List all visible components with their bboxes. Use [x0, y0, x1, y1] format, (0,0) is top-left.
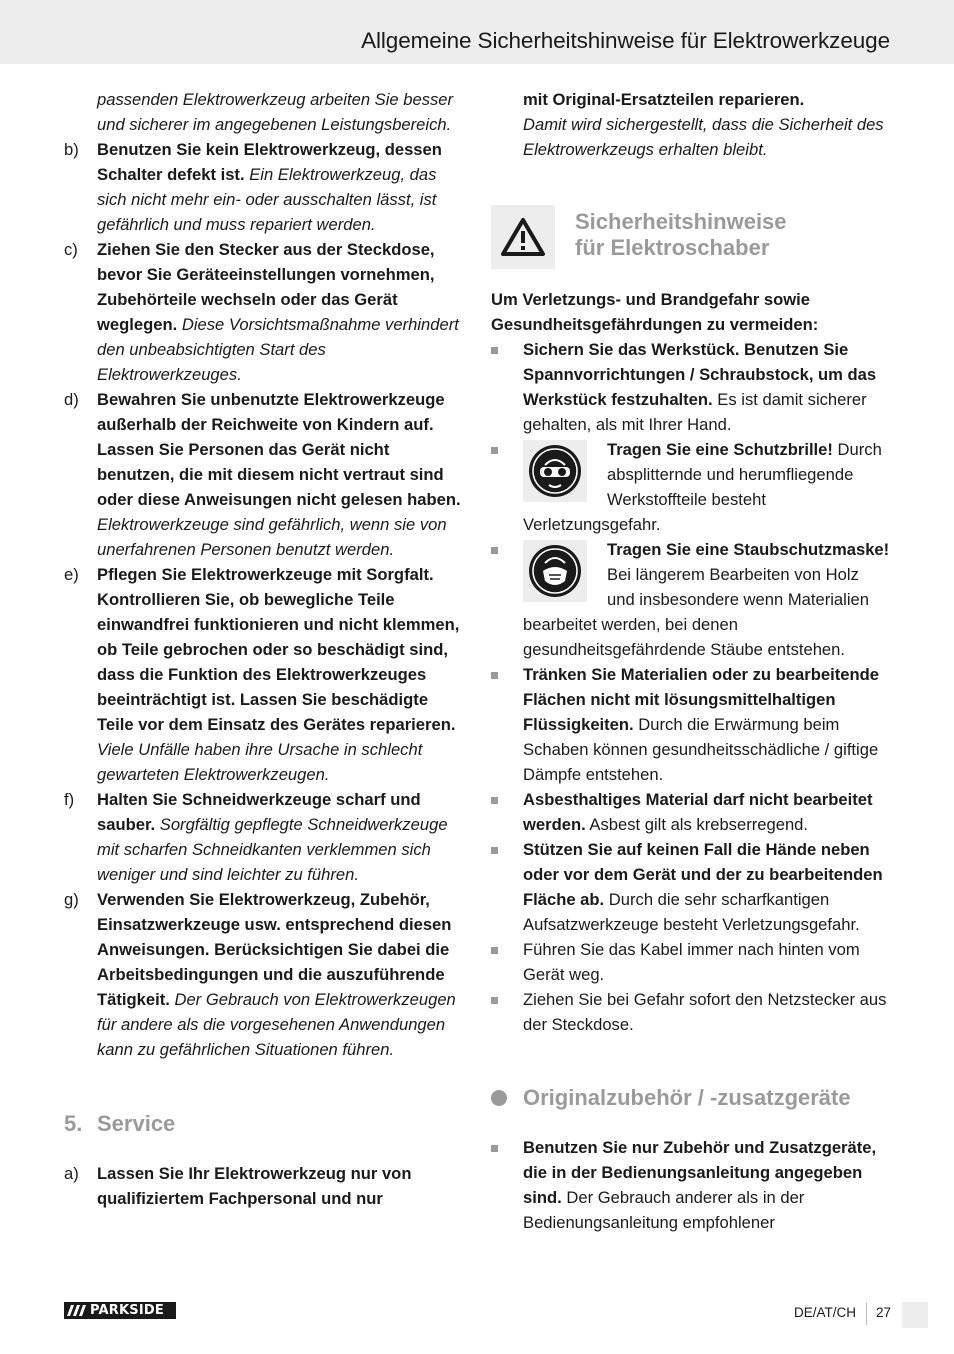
bullet-item-1 [491, 337, 891, 437]
bullet-item-8 [491, 987, 891, 1037]
bullet-marker [491, 537, 523, 662]
parkside-logo [64, 1302, 176, 1319]
list-item-f [64, 787, 466, 887]
bullet-bold-text: Stützen Sie auf keinen Fall die Hände neben oder vor dem Gerät und der zu bearbeitenden Fläche ab. [523, 840, 883, 909]
bullet-bold-text: Tragen Sie eine Schutzbrille! [607, 440, 833, 459]
bullet-marker [491, 987, 523, 1037]
service-section-title [64, 1111, 466, 1137]
bullet-text [523, 337, 891, 437]
bullet-marker [491, 337, 523, 437]
bullet-text [523, 662, 891, 787]
bullet-text [523, 1135, 891, 1235]
item-bold-text: Verwenden Sie Elektrowerkzeug, Zubehör, Einsatzwerkzeuge usw. entsprechend diesen Anweisungen. Berücksichtigen Sie dabei die Arbeitsbedingungen und die auszuführende Tätigkeit. [97, 890, 452, 1009]
item-text [97, 137, 466, 237]
footer-page-box [902, 1302, 928, 1328]
header-band [0, 0, 954, 64]
footer-divider [866, 1303, 867, 1325]
continuation-paragraph [491, 87, 891, 162]
bullet-marker [491, 1135, 523, 1235]
bullet-item-3 [491, 537, 891, 662]
accessories-section-title [491, 1085, 891, 1111]
item-italic-text: Diese Vorsichtsmaßnahme verhindert den unbeabsichtigten Start des Elektrowerkzeuges. [97, 315, 459, 384]
item-italic-text: Elektrowerkzeuge sind gefährlich, wenn sie von unerfahrenen Personen benutzt werden. [97, 515, 447, 559]
goggles-pictogram [523, 440, 587, 502]
item-text [97, 387, 466, 562]
bullet-text [523, 937, 891, 987]
section-number: 5. [64, 1111, 83, 1136]
brand-name: PARKSIDE [90, 1303, 164, 1318]
intro-italic-text: passenden Elektrowerkzeug arbeiten Sie besser und sicherer im angegebenen Leistungsbereich. [97, 90, 454, 134]
logo-stripes-icon [64, 1302, 88, 1319]
item-text [97, 787, 466, 887]
bullet-text [523, 437, 891, 537]
bullet-normal-text: Bei längerem Bearbeiten von Holz und insbesondere wenn Materialien bearbeitet werden, bei denen gesundheitsgefährdende Stäube entstehen. [523, 565, 869, 659]
footer-language: DE/AT/CH [794, 1305, 857, 1320]
bullet-bold-text: Asbesthaltiges Material darf nicht bearbeitet werden. [523, 790, 873, 834]
bullet-normal-text: Der Gebrauch anderer als in der Bedienungsanleitung empfohlener [523, 1188, 805, 1232]
accessories-title-text: Originalzubehör / -zusatzgeräte [523, 1085, 851, 1110]
item-text [97, 887, 466, 1062]
page-number: 27 [876, 1305, 892, 1320]
bullet-marker [491, 787, 523, 837]
dust-mask-icon [527, 543, 583, 599]
bullet-normal-text: Asbest gilt als krebserregend. [589, 815, 809, 834]
item-bold-text: Halten Sie Schneidwerkzeuge scharf und sauber. [97, 790, 421, 834]
warning-title-line1: Sicherheitshinweise [575, 209, 787, 234]
bullet-normal-text: Ziehen Sie bei Gefahr sofort den Netzstecker aus der Steckdose. [523, 990, 887, 1034]
item-italic-text: Sorgfältig gepflegte Schneidwerkzeuge mit scharfen Schneidkanten verklemmen sich weniger und sind leichter zu führen. [97, 815, 448, 884]
item-italic-text: Der Gebrauch von Elektrowerkzeugen für andere als die vorgesehenen Anwendungen kann zu gefährlichen Situationen führen. [97, 990, 456, 1059]
bullet-text [523, 987, 891, 1037]
bullet-item-5 [491, 787, 891, 837]
list-item-c [64, 237, 466, 387]
item-bold-text: Lassen Sie Ihr Elektrowerkzeug nur von qualifiziertem Fachpersonal und nur [97, 1164, 412, 1208]
list-item-g [64, 887, 466, 1062]
continuation-italic-text: Damit wird sichergestellt, dass die Sicherheit des Elektrowerkzeugs erhalten bleibt. [523, 115, 884, 159]
warning-intro [491, 287, 891, 337]
item-bold-text: Benutzen Sie kein Elektrowerkzeug, dessen Schalter defekt ist. [97, 140, 442, 184]
item-italic-text: Viele Unfälle haben ihre Ursache in schlecht gewarteten Elektrowerkzeugen. [97, 740, 423, 784]
item-bold-text: Bewahren Sie unbenutzte Elektrowerkzeuge außerhalb der Reichweite von Kindern auf. Lassen Sie Personen das Gerät nicht benutzen, die mit diesem nicht vertraut sind oder diese Anweisungen nicht gelesen haben. [97, 390, 461, 509]
bullet-marker [491, 662, 523, 787]
item-label: f) [64, 790, 75, 809]
bullet-marker [491, 937, 523, 987]
bullet-normal-text: Durch die Erwärmung beim Schaben können gesundheitsschädliche / giftige Dämpfe entstehen. [523, 715, 879, 784]
right-column [491, 87, 891, 1235]
warning-box [491, 205, 555, 269]
list-item-b [64, 137, 466, 237]
item-text [97, 237, 466, 387]
page-header-title: Allgemeine Sicherheitshinweise für Elektrowerkzeuge [361, 28, 890, 53]
warning-section-title [575, 209, 787, 261]
intro-paragraph [64, 87, 466, 137]
section-dot [491, 1085, 523, 1111]
bullet-bold-text: Tragen Sie eine Staubschutzmaske! [607, 540, 890, 559]
left-column [64, 87, 466, 1211]
bullet-normal-text: Es ist damit sicherer gehalten, als mit Ihrer Hand. [523, 390, 867, 434]
warning-intro-bold: Um Verletzungs- und Brandgefahr sowie Gesundheitsgefährdungen zu vermeiden: [491, 290, 819, 334]
mask-pictogram [523, 540, 587, 602]
bullet-text [523, 537, 891, 662]
warning-triangle-icon [500, 217, 546, 257]
warning-section-header [491, 205, 891, 269]
bullet-bold-text: Tränken Sie Materialien oder zu bearbeitende Flächen nicht mit lösungsmittelhaltigen Flüssigkeiten. [523, 665, 879, 734]
bullet-bold-text: Benutzen Sie nur Zubehör und Zusatzgeräte, die in der Bedienungsanleitung angegeben sind. [523, 1138, 877, 1207]
list-item-service-a [64, 1161, 466, 1211]
item-text [97, 1161, 466, 1211]
safety-goggles-icon [527, 443, 583, 499]
bullet-item-6 [491, 837, 891, 937]
item-label: g) [64, 890, 79, 909]
list-item-d [64, 387, 466, 562]
bullet-bold-text: Sichern Sie das Werkstück. Benutzen Sie Spannvorrichtungen / Schraubstock, um das Werkstück festzuhalten. [523, 340, 877, 409]
bullet-normal-text: Durch die sehr scharfkantigen Aufsatzwerkzeuge besteht Verletzungsgefahr. [523, 890, 860, 934]
item-label: c) [64, 240, 78, 259]
bullet-text [523, 837, 891, 937]
continuation-bold-text: mit Original-Ersatzteilen reparieren. [523, 90, 805, 109]
item-italic-text: Ein Elektrowerkzeug, das sich nicht mehr ein- oder ausschalten lässt, ist gefährlich und muss repariert werden. [97, 165, 437, 234]
item-bold-text: Ziehen Sie den Stecker aus der Steckdose, bevor Sie Geräteeinstellungen vornehmen, Zubehörteile wechseln oder das Gerät weglegen. [97, 240, 435, 334]
bullet-item-2 [491, 437, 891, 537]
item-text [97, 562, 466, 787]
bullet-item-7 [491, 937, 891, 987]
bullet-marker [491, 837, 523, 937]
bullet-normal-text: Führen Sie das Kabel immer nach hinten vom Gerät weg. [523, 940, 860, 984]
section-title-text: Service [97, 1111, 176, 1136]
item-label: e) [64, 565, 79, 584]
bullet-text [523, 787, 891, 837]
bullet-normal-text: Durch absplitternde und herumfliegende Werkstoffteile besteht Verletzungsgefahr. [523, 440, 882, 534]
warning-title-line2: für Elektroschaber [575, 235, 770, 260]
item-bold-text: Pflegen Sie Elektrowerkzeuge mit Sorgfalt. Kontrollieren Sie, ob bewegliche Teile einwandfrei funktionieren und nicht klemmen, ob Teile gebrochen oder so beschädigt sind, dass die Funktion des Elektrowerkzeuges beeinträchtigt ist. Lassen Sie beschädigte Teile vor dem Einsatz des Gerätes reparieren. [97, 565, 460, 734]
item-label: a) [64, 1164, 79, 1183]
item-label: b) [64, 140, 79, 159]
bullet-item-4 [491, 662, 891, 787]
list-item-e [64, 562, 466, 787]
bullet-marker [491, 437, 523, 537]
accessories-bullet [491, 1135, 891, 1235]
item-label: d) [64, 390, 79, 409]
